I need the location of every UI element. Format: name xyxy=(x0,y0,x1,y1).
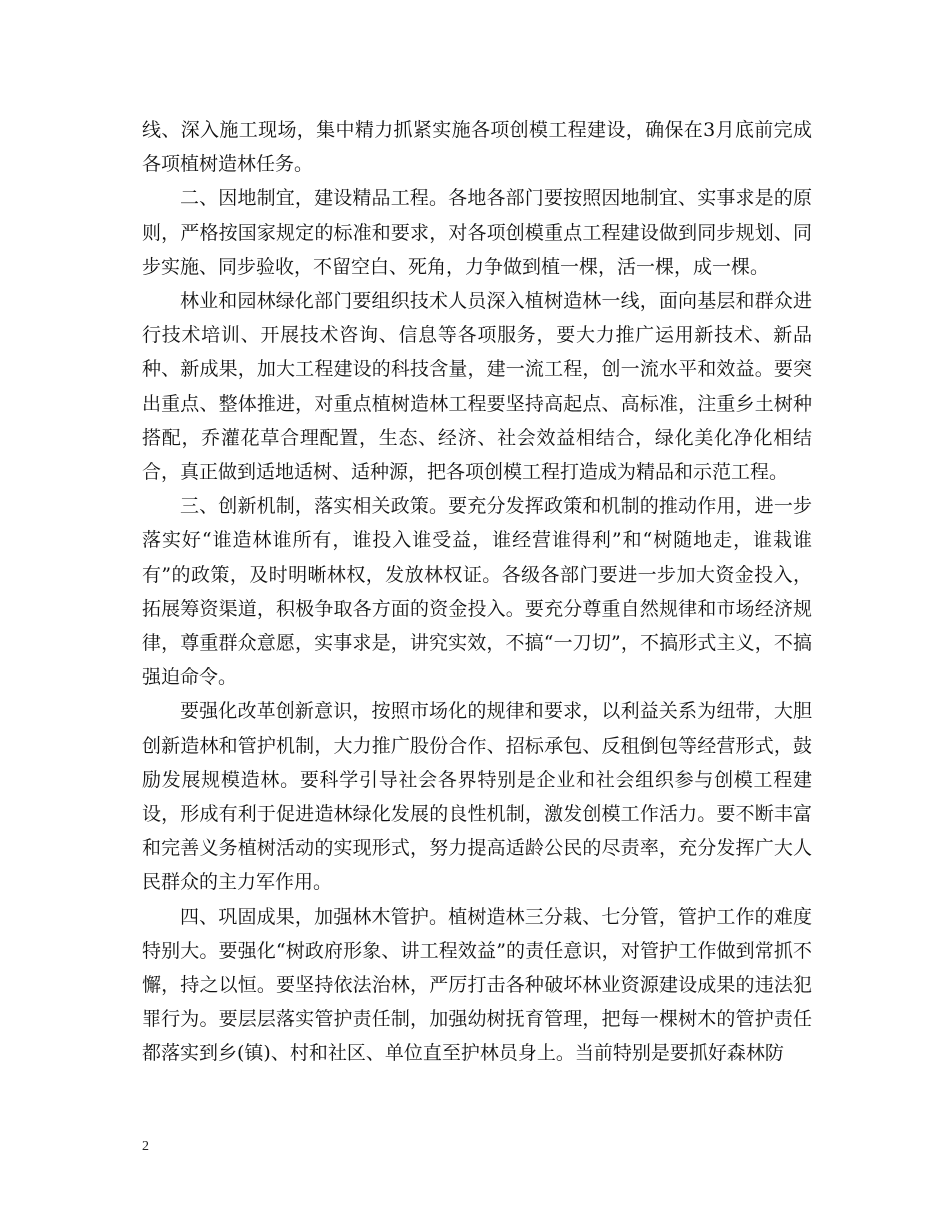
paragraph-forestry-tech: 林业和园林绿化部门要组织技术人员深入植树造林一线，面向基层和群众进行技术培训、开展技术咨询、信息等各项服务，要大力推广运用新技术、新品种、新成果，加大工程建设的科技含量，建一流工程，创一流水平和效益。要突出重点、整体推进，对重点植树造林工程要坚持高起点、高标准，注重乡土树种搭配，乔灌花草合理配置，生态、经济、社会效益相结合，绿化美化净化相结合，真正做到适地适树、适种源，把各项创模工程打造成为精品和示范工程。 xyxy=(142,290,812,484)
paragraph-section-two: 二、因地制宜，建设精品工程。各地各部门要按照因地制宜、实事求是的原则，严格按国家规定的标准和要求，对各项创模重点工程建设做到同步规划、同步实施、同步验收，不留空白、死角，力争做到植一棵，活一棵，成一棵。 xyxy=(142,187,812,278)
paragraph-section-three: 三、创新机制，落实相关政策。要充分发挥政策和机制的推动作用，进一步落实好“谁造林谁所有，谁投入谁受益，谁经营谁得利”和“树随地走，谁栽谁有”的政策，及时明晰林权，发放林权证。各级各部门要进一步加大资金投入，拓展筹资渠道，积极争取各方面的资金投入。要充分尊重自然规律和市场经济规律，尊重群众意愿，实事求是，讲究实效，不搞“一刀切”，不搞形式主义，不搞强迫命令。 xyxy=(142,495,812,689)
paragraph-reform-innovation: 要强化改革创新意识，按照市场化的规律和要求，以利益关系为纽带，大胆创新造林和管护机制，大力推广股份合作、招标承包、反租倒包等经营形式，鼓励发展规模造林。要科学引导社会各界特别是企业和社会组织参与创模工程建设，形成有利于促进造林绿化发展的良性机制，激发创模工作活力。要不断丰富和完善义务植树活动的实现形式，努力提高适龄公民的尽责率，充分发挥广大人民群众的主力军作用。 xyxy=(142,700,812,894)
document-body xyxy=(142,113,812,1071)
paragraph-continuation: 线、深入施工现场，集中精力抓紧实施各项创模工程建设，确保在3月底前完成各项植树造林任务。 xyxy=(142,119,812,176)
page-number: 2 xyxy=(142,1139,149,1154)
paragraph-section-four: 四、巩固成果，加强林木管护。植树造林三分栽、七分管，管护工作的难度特别大。要强化“树政府形象、讲工程效益”的责任意识，对管护工作做到常抓不懈，持之以恒。要坚持依法治林，严厉打击各种破坏林业资源建设成果的违法犯罪行为。要层层落实管护责任制，加强幼树抚育管理，把每一棵树木的管护责任都落实到乡(镇)、村和社区、单位直至护林员身上。当前特别是要抓好森林防 xyxy=(142,905,812,1065)
